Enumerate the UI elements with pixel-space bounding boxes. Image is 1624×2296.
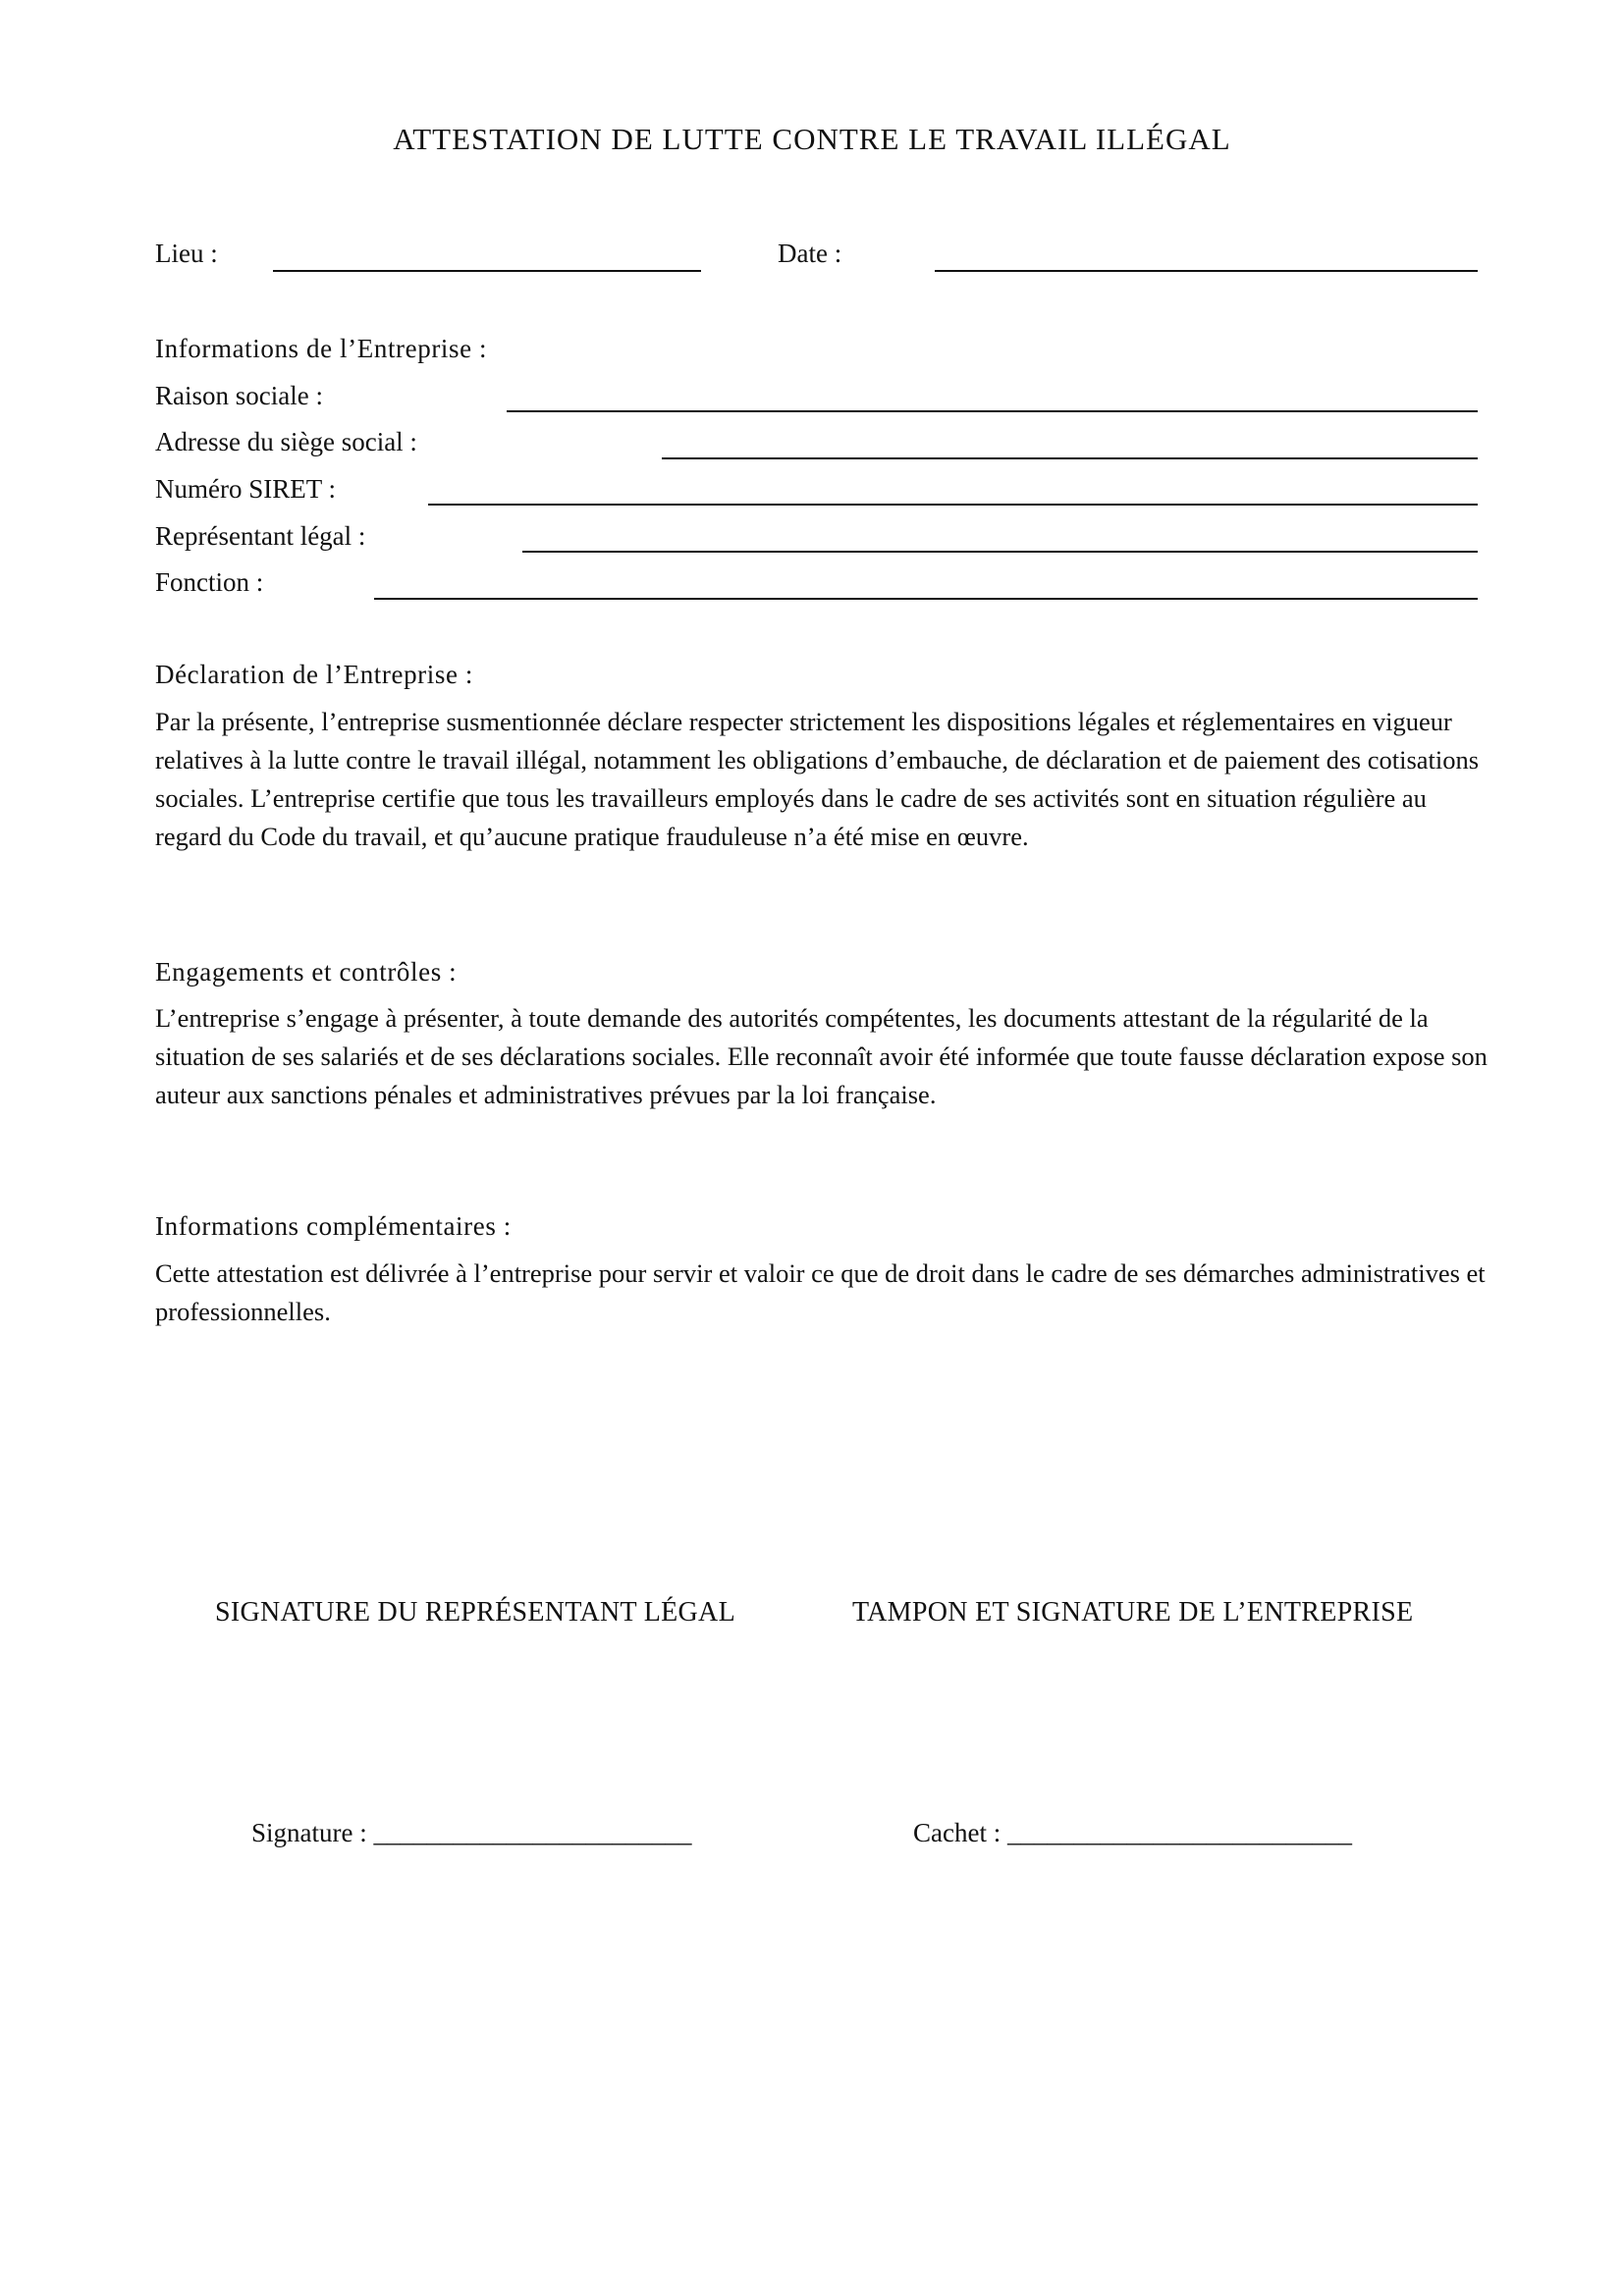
adresse-siege-label: Adresse du siège social : <box>155 427 417 456</box>
document-title: ATTESTATION DE LUTTE CONTRE LE TRAVAIL ILLÉGAL <box>393 122 1231 156</box>
siret-input-line[interactable] <box>428 504 1478 506</box>
representant-legal-input-line[interactable] <box>522 551 1478 553</box>
complementary-heading: Informations complémentaires : <box>155 1211 512 1241</box>
fonction-label: Fonction : <box>155 567 264 597</box>
declaration-text: Par la présente, l’entreprise susmentionnée déclare respecter strictement les dispositions légales et réglementaires en vigueur relatives à la lutte contre le travail illégal, notamment les obligations d’embauche, de déclaration et de paiement des cotisations sociales. L’entreprise certifie que tous les travailleurs employés dans le cadre de ses activités sont en situation régulière au regard du Code du travail, et qu’aucune pratique frauduleuse n’a été mise en œuvre. <box>155 707 1480 851</box>
engagements-heading: Engagements et contrôles : <box>155 957 458 987</box>
tampon-entreprise-heading: TAMPON ET SIGNATURE DE L’ENTREPRISE <box>852 1597 1414 1628</box>
declaration-heading: Déclaration de l’Entreprise : <box>155 660 474 689</box>
lieu-label: Lieu : <box>155 239 218 268</box>
fonction-input-line[interactable] <box>374 598 1478 600</box>
raison-sociale-label: Raison sociale : <box>155 381 323 410</box>
cachet-field[interactable]: Cachet : __________________________ <box>913 1818 1352 1847</box>
signature-field[interactable]: Signature : ________________________ <box>251 1818 692 1847</box>
date-label: Date : <box>778 239 842 268</box>
raison-sociale-input-line[interactable] <box>507 410 1478 412</box>
signature-representant-heading: SIGNATURE DU REPRÉSENTANT LÉGAL <box>215 1597 735 1628</box>
adresse-siege-input-line[interactable] <box>662 457 1478 459</box>
engagements-text: L’entreprise s’engage à présenter, à toute demande des autorités compétentes, les documents attestant de la régularité de la situation de ses salariés et de ses déclarations sociales. Elle reconnaît avoir été informée que toute fausse déclaration expose son auteur aux sanctions pénales et administratives prévues par la loi française. <box>155 1003 1488 1109</box>
lieu-input-line[interactable] <box>273 270 701 272</box>
siret-label: Numéro SIRET : <box>155 474 336 504</box>
company-info-heading: Informations de l’Entreprise : <box>155 334 488 363</box>
complementary-text: Cette attestation est délivrée à l’entreprise pour servir et valoir ce que de droit dans le cadre de ses démarches administratives et professionnelles. <box>155 1258 1486 1326</box>
representant-legal-label: Représentant légal : <box>155 521 366 551</box>
date-input-line[interactable] <box>935 270 1478 272</box>
